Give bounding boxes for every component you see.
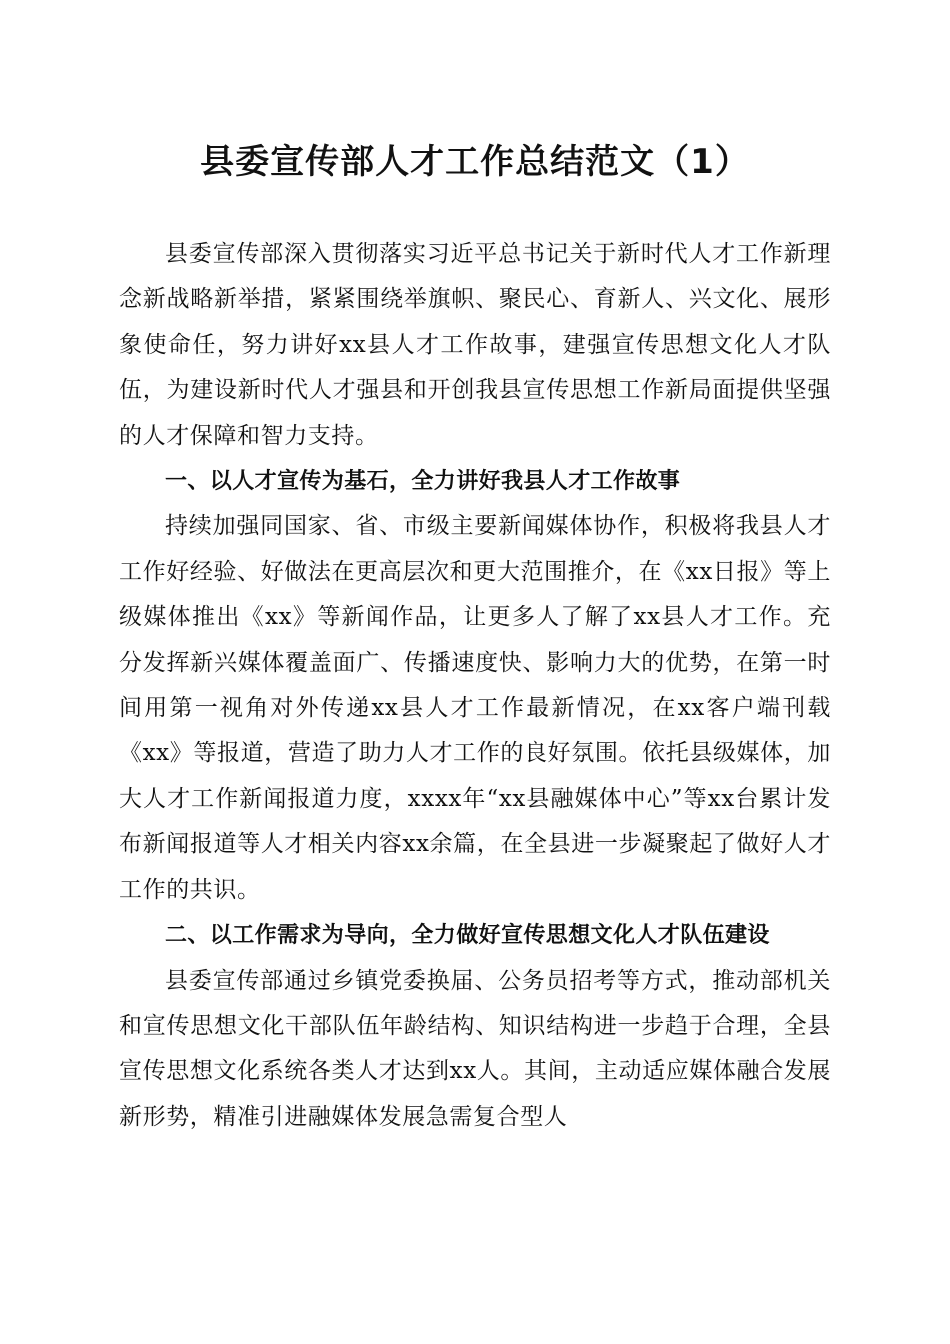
section-1-paragraph: 持续加强同国家、省、市级主要新闻媒体协作，积极将我县人才工作好经验、好做法在更高层次和更大范围推介，在《xx日报》等上级媒体推出《xx》等新闻作品，让更多人了解了xx县人才工作。充分发挥新兴媒体覆盖面广、传播速度快、影响力大的优势，在第一时间用第一视角对外传递xx县人才工作最新情况，在xx客户端刊载《xx》等报道，营造了助力人才工作的良好氛围。依托县级媒体，加大人才工作新闻报道力度，xxxx年“xx县融媒体中心”等xx台累计发布新闻报道等人才相关内容xx余篇，在全县进一步凝聚起了做好人才工作的共识。 — [119, 513, 831, 903]
section-2-heading: 二、以工作需求为导向，全力做好宣传思想文化人才队伍建设 — [165, 923, 770, 949]
document-body — [119, 232, 831, 1140]
intro-paragraph: 县委宣传部深入贯彻落实习近平总书记关于新时代人才工作新理念新战略新举措，紧紧围绕举旗帜、聚民心、育新人、兴文化、展形象使命任，努力讲好xx县人才工作故事，建强宣传思想文化人才队伍，为建设新时代人才强县和开创我县宣传思想工作新局面提供坚强的人才保障和智力支持。 — [119, 241, 831, 449]
section-1-heading: 一、以人才宣传为基石，全力讲好我县人才工作故事 — [165, 469, 681, 495]
section-2-paragraph: 县委宣传部通过乡镇党委换届、公务员招考等方式，推动部机关和宣传思想文化干部队伍年龄结构、知识结构进一步趋于合理，全县宣传思想文化系统各类人才达到xx人。其间，主动适应媒体融合发展新形势，精准引进融媒体发展急需复合型人 — [119, 967, 831, 1130]
document-title: 县委宣传部人才工作总结范文（1） — [200, 142, 750, 182]
